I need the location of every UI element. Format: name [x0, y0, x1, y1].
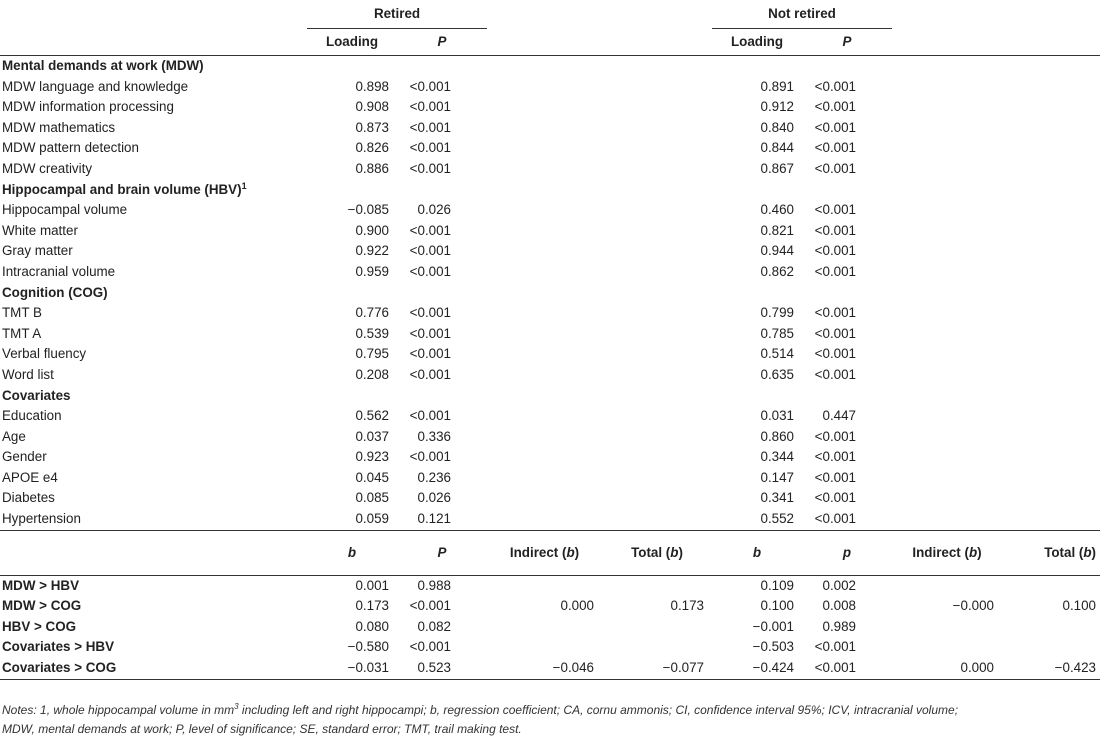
row-label: MDW mathematics [2, 119, 116, 135]
path-label: HBV > COG [2, 618, 77, 634]
retired-p: 0.336 [417, 428, 452, 444]
empty-cell [602, 97, 712, 118]
table-row [0, 427, 1100, 448]
not-retired-p: <0.001 [802, 658, 892, 679]
not-retired-p: <0.001 [814, 202, 857, 218]
not-retired-p: <0.001 [814, 263, 857, 279]
retired-p: 0.026 [417, 490, 452, 506]
section-title [0, 283, 307, 304]
not-retired-indirect [892, 637, 1002, 658]
empty-cell [602, 427, 712, 448]
not-retired-b: 0.100 [760, 598, 795, 614]
row-label: Verbal fluency [2, 346, 87, 362]
not-retired-indirect [892, 617, 1002, 638]
not-retired-p: <0.001 [814, 78, 857, 94]
not-retired-b: 0.109 [760, 577, 795, 593]
not-retired-p: <0.001 [814, 449, 857, 465]
empty-cell [1002, 138, 1100, 159]
not-retired-loading: 0.460 [760, 202, 795, 218]
empty-cell [892, 488, 1002, 509]
sub-header-row [0, 29, 1100, 56]
empty-cell [487, 344, 602, 365]
section-header-row [0, 180, 1100, 201]
empty-cell [487, 468, 602, 489]
not-retired-loading: 0.862 [760, 263, 795, 279]
section-header-row [0, 386, 1100, 407]
retired-p: 0.121 [417, 511, 452, 527]
not-retired-loading: 0.635 [760, 366, 795, 382]
empty-cell [487, 159, 602, 180]
retired-loading: 0.886 [355, 160, 389, 176]
not-retired-total-header [1002, 530, 1100, 575]
retired-total [602, 575, 712, 596]
empty-cell [1002, 97, 1100, 118]
empty-cell [1002, 262, 1100, 283]
empty-cell [602, 468, 712, 489]
paths-header-row [0, 530, 1100, 575]
not-retired-loading: 0.944 [760, 243, 795, 259]
empty-cell [1002, 221, 1100, 242]
row-label: APOE e4 [2, 469, 58, 485]
empty-cell [1002, 509, 1100, 530]
not-retired-p: <0.001 [814, 490, 857, 506]
row-label: Hippocampal volume [2, 202, 128, 218]
path-row [0, 658, 1100, 679]
not-retired-total [1002, 637, 1100, 658]
retired-p: 0.026 [417, 202, 452, 218]
not-retired-p: <0.001 [814, 511, 857, 527]
empty-cell [1002, 488, 1100, 509]
row-label: Gray matter [2, 243, 73, 259]
retired-total-header [602, 530, 712, 575]
not-retired-total: −0.423 [1002, 658, 1100, 679]
retired-indirect: 0.000 [560, 598, 595, 614]
retired-loading: 0.826 [355, 140, 389, 156]
retired-indirect [487, 637, 602, 658]
retired-indirect-header [487, 530, 602, 575]
empty-cell [602, 324, 712, 345]
table-row [0, 468, 1100, 489]
retired-p: <0.001 [409, 160, 452, 176]
path-row [0, 596, 1100, 617]
not-retired-p: <0.001 [814, 119, 857, 135]
retired-p: <0.001 [409, 99, 452, 115]
empty-cell [602, 488, 712, 509]
row-label: Age [2, 428, 26, 444]
table-row [0, 324, 1100, 345]
empty-cell [487, 241, 602, 262]
table-row [0, 118, 1100, 139]
not-retired-indirect: 0.000 [892, 658, 1002, 679]
retired-p: 0.236 [417, 469, 452, 485]
empty-cell [487, 303, 602, 324]
notes-line-2: MDW, mental demands at work; P, level of significance; SE, standard error; TMT, trail making test. [2, 722, 522, 736]
empty-cell [487, 77, 602, 98]
empty-cell [892, 159, 1002, 180]
not-retired-loading: 0.785 [760, 325, 795, 341]
retired-p: <0.001 [409, 408, 452, 424]
not-retired-total-header-part: Total ( [1044, 544, 1084, 560]
retired-indirect: −0.046 [487, 658, 602, 679]
empty-cell [487, 221, 602, 242]
retired-group-header: Retired [307, 0, 487, 29]
empty-cell [892, 427, 1002, 448]
empty-cell [892, 406, 1002, 427]
empty-cell [1002, 200, 1100, 221]
retired-total-header-part: ) [678, 544, 683, 560]
retired-total [602, 637, 712, 658]
retired-indirect [487, 575, 602, 596]
path-row [0, 617, 1100, 638]
not-retired-indirect-header-part: ) [977, 544, 982, 560]
empty-cell [1002, 365, 1100, 386]
empty-cell [1002, 427, 1100, 448]
retired-p: <0.001 [409, 598, 452, 614]
row-label: Education [2, 408, 62, 424]
table-row [0, 97, 1100, 118]
table-row [0, 221, 1100, 242]
path-row [0, 575, 1100, 596]
table-row [0, 77, 1100, 98]
not-retired-loading: 0.552 [760, 511, 795, 527]
retired-p: 0.523 [397, 658, 487, 679]
empty-cell [1002, 241, 1100, 262]
table-row [0, 344, 1100, 365]
retired-p: <0.001 [409, 222, 452, 238]
not-retired-p: <0.001 [814, 99, 857, 115]
not-retired-p-header: P [802, 29, 892, 56]
table-row [0, 488, 1100, 509]
retired-p: <0.001 [409, 119, 452, 135]
empty-cell [487, 200, 602, 221]
retired-total-header-part: b [670, 544, 679, 560]
retired-loading-header: Loading [307, 29, 397, 56]
retired-loading: 0.539 [355, 325, 389, 341]
retired-loading: 0.900 [355, 222, 389, 238]
retired-total-header-part: Total ( [631, 544, 671, 560]
retired-indirect-header-part: ) [574, 544, 580, 560]
empty-cell [602, 365, 712, 386]
section-title-text: Cognition (COG) [2, 284, 108, 300]
retired-b: 0.173 [355, 598, 389, 614]
not-retired-p: <0.001 [814, 243, 857, 259]
retired-p: <0.001 [409, 639, 452, 655]
empty-cell [602, 509, 712, 530]
not-retired-p: <0.001 [814, 160, 857, 176]
section-title-superscript: 1 [241, 180, 247, 191]
table-notes [2, 697, 1098, 739]
retired-p: <0.001 [409, 449, 452, 465]
empty-cell [602, 344, 712, 365]
empty-cell [487, 138, 602, 159]
empty-cell [602, 303, 712, 324]
empty-cell [1002, 468, 1100, 489]
empty-cell [1002, 447, 1100, 468]
row-label: Diabetes [2, 490, 55, 506]
path-label: MDW > HBV [2, 577, 79, 593]
row-label: Intracranial volume [2, 263, 116, 279]
retired-b: 0.080 [355, 618, 389, 634]
not-retired-p: 0.002 [822, 577, 857, 593]
empty-cell [602, 77, 712, 98]
retired-loading: 0.873 [355, 119, 389, 135]
row-label: MDW pattern detection [2, 140, 139, 156]
table-row [0, 303, 1100, 324]
empty-cell [892, 324, 1002, 345]
table-row [0, 509, 1100, 530]
empty-cell [892, 262, 1002, 283]
not-retired-indirect-header-part: Indirect ( [912, 544, 969, 560]
empty-cell [602, 406, 712, 427]
empty-cell [487, 262, 602, 283]
empty-cell [892, 468, 1002, 489]
not-retired-p: <0.001 [814, 325, 857, 341]
empty-cell [602, 118, 712, 139]
retired-p: <0.001 [409, 325, 452, 341]
not-retired-p: <0.001 [814, 305, 857, 321]
retired-loading: 0.908 [355, 99, 389, 115]
not-retired-p: <0.001 [814, 222, 857, 238]
empty-cell [892, 77, 1002, 98]
path-row [0, 637, 1100, 658]
not-retired-indirect: −0.000 [952, 598, 995, 614]
table-row [0, 241, 1100, 262]
not-retired-p: <0.001 [814, 140, 857, 156]
not-retired-loading: 0.341 [760, 490, 795, 506]
retired-p: <0.001 [409, 263, 452, 279]
retired-b-header: b [307, 530, 397, 575]
retired-loading: 0.795 [355, 346, 389, 362]
not-retired-total [1002, 575, 1100, 596]
not-retired-loading: 0.514 [760, 346, 795, 362]
section-title [0, 386, 307, 407]
empty-cell [487, 488, 602, 509]
section-title-text: Hippocampal and brain volume (HBV) [2, 181, 242, 197]
not-retired-loading: 0.891 [760, 78, 795, 94]
path-label: Covariates > HBV [2, 639, 115, 655]
empty-cell [1002, 406, 1100, 427]
empty-cell [602, 159, 712, 180]
row-label: Hypertension [2, 511, 81, 527]
not-retired-p: 0.447 [822, 408, 857, 424]
not-retired-loading: 0.031 [760, 408, 795, 424]
not-retired-b: −0.001 [752, 618, 795, 634]
empty-cell [892, 344, 1002, 365]
table-row [0, 406, 1100, 427]
not-retired-loading: 0.912 [760, 99, 795, 115]
retired-b: −0.580 [347, 639, 389, 655]
empty-cell [1002, 77, 1100, 98]
retired-p: <0.001 [409, 305, 452, 321]
path-label: Covariates > COG [0, 658, 307, 679]
empty-cell [487, 406, 602, 427]
not-retired-p: <0.001 [814, 346, 857, 362]
section-header-row [0, 56, 1100, 77]
not-retired-total: 0.100 [1062, 598, 1097, 614]
retired-p-header: P [397, 530, 487, 575]
retired-loading: 0.208 [355, 366, 389, 382]
row-label: MDW creativity [2, 160, 93, 176]
empty-cell [307, 386, 1100, 407]
notes-line-1 [2, 697, 1098, 720]
not-retired-total [1002, 617, 1100, 638]
section-title-text: Covariates [2, 387, 71, 403]
empty-cell [487, 97, 602, 118]
row-label: TMT B [2, 305, 42, 321]
not-retired-p: <0.001 [814, 639, 857, 655]
retired-loading: 0.959 [355, 263, 389, 279]
not-retired-loading-header: Loading [712, 29, 802, 56]
section-title-text: Mental demands at work (MDW) [2, 58, 204, 73]
empty-cell [487, 509, 602, 530]
retired-total: −0.077 [602, 658, 712, 679]
retired-b: −0.031 [307, 658, 397, 679]
not-retired-total-header-part: ) [1091, 544, 1097, 560]
empty-cell [892, 303, 1002, 324]
retired-p: <0.001 [409, 140, 452, 156]
empty-cell [487, 365, 602, 386]
not-retired-p: 0.989 [822, 618, 857, 634]
empty-cell [307, 283, 1100, 304]
not-retired-loading: 0.840 [760, 119, 795, 135]
empty-cell [602, 221, 712, 242]
retired-indirect-header-part: Indirect ( [509, 544, 567, 560]
empty-cell [487, 118, 602, 139]
empty-cell [487, 447, 602, 468]
row-label: TMT A [2, 325, 42, 341]
not-retired-group-header: Not retired [712, 0, 892, 29]
retired-total [602, 617, 712, 638]
not-retired-loading: 0.799 [760, 305, 795, 321]
group-header-row [0, 0, 1100, 29]
retired-p: <0.001 [409, 78, 452, 94]
retired-indirect [487, 617, 602, 638]
empty-cell [892, 241, 1002, 262]
retired-p: <0.001 [409, 346, 452, 362]
retired-p: <0.001 [409, 243, 452, 259]
table-row [0, 138, 1100, 159]
retired-total: 0.173 [670, 598, 705, 614]
notes-superscript: 3 [234, 702, 239, 711]
not-retired-loading: 0.344 [760, 449, 795, 465]
row-label: Gender [2, 449, 47, 465]
empty-cell [0, 530, 307, 575]
not-retired-indirect-header-part: b [968, 544, 978, 560]
not-retired-b: −0.503 [752, 639, 795, 655]
table-row [0, 159, 1100, 180]
section-title [0, 180, 307, 201]
empty-cell [892, 200, 1002, 221]
table-row [0, 200, 1100, 221]
retired-loading: 0.922 [355, 243, 389, 259]
retired-p: 0.988 [417, 577, 452, 593]
not-retired-p: <0.001 [814, 366, 857, 382]
row-label: MDW information processing [2, 99, 174, 115]
not-retired-loading: 0.844 [760, 140, 795, 156]
notes-line-1-a: Notes: 1, whole hippocampal volume in mm [2, 703, 235, 717]
row-label: White matter [2, 222, 78, 238]
empty-cell [892, 118, 1002, 139]
retired-loading: 0.059 [355, 511, 389, 527]
not-retired-loading: 0.860 [760, 428, 795, 444]
empty-cell [487, 427, 602, 448]
retired-loading: 0.776 [355, 305, 389, 321]
retired-p: 0.082 [417, 618, 452, 634]
empty-cell [307, 56, 1100, 77]
not-retired-p-header: p [802, 530, 892, 575]
retired-loading: 0.562 [355, 408, 389, 424]
empty-cell [602, 200, 712, 221]
table-row [0, 365, 1100, 386]
retired-loading: 0.898 [355, 78, 389, 94]
retired-indirect-header-part: b [566, 544, 575, 560]
not-retired-loading: 0.821 [760, 222, 795, 238]
retired-loading: 0.085 [355, 490, 389, 506]
row-label: MDW language and knowledge [2, 78, 189, 94]
retired-b: 0.001 [355, 577, 389, 593]
not-retired-b-header: b [712, 530, 802, 575]
not-retired-total-header-part: b [1083, 544, 1092, 560]
retired-loading: −0.085 [347, 202, 389, 218]
empty-cell [892, 221, 1002, 242]
empty-cell [1002, 344, 1100, 365]
table-row [0, 447, 1100, 468]
not-retired-loading: 0.147 [760, 469, 795, 485]
empty-cell [892, 509, 1002, 530]
empty-cell [602, 447, 712, 468]
table-row [0, 262, 1100, 283]
not-retired-p: <0.001 [814, 469, 857, 485]
retired-p: <0.001 [409, 366, 452, 382]
notes-line-1-b: including left and right hippocampi; b, regression coefficient; CA, cornu ammonis; CI, confidence interval 95%; ICV, intracranial volume; [238, 703, 959, 717]
path-label: MDW > COG [2, 598, 82, 614]
retired-loading: 0.045 [355, 469, 389, 485]
empty-cell [892, 138, 1002, 159]
empty-cell [602, 138, 712, 159]
retired-loading: 0.037 [355, 428, 389, 444]
empty-cell [487, 324, 602, 345]
not-retired-b: −0.424 [712, 658, 802, 679]
not-retired-p: <0.001 [814, 428, 857, 444]
not-retired-indirect [892, 575, 1002, 596]
not-retired-indirect-header [892, 530, 1002, 575]
retired-p-header: P [397, 29, 487, 56]
empty-cell [892, 97, 1002, 118]
empty-cell [1002, 159, 1100, 180]
section-header-row [0, 283, 1100, 304]
empty-cell [1002, 118, 1100, 139]
not-retired-p: 0.008 [822, 598, 857, 614]
empty-cell [307, 180, 1100, 201]
retired-loading: 0.923 [355, 449, 389, 465]
empty-cell [892, 365, 1002, 386]
empty-cell [602, 241, 712, 262]
not-retired-loading: 0.867 [760, 160, 795, 176]
row-label: Word list [2, 366, 54, 382]
empty-cell [1002, 324, 1100, 345]
empty-cell [892, 447, 1002, 468]
section-title [0, 56, 307, 77]
empty-cell [1002, 303, 1100, 324]
empty-cell [602, 262, 712, 283]
